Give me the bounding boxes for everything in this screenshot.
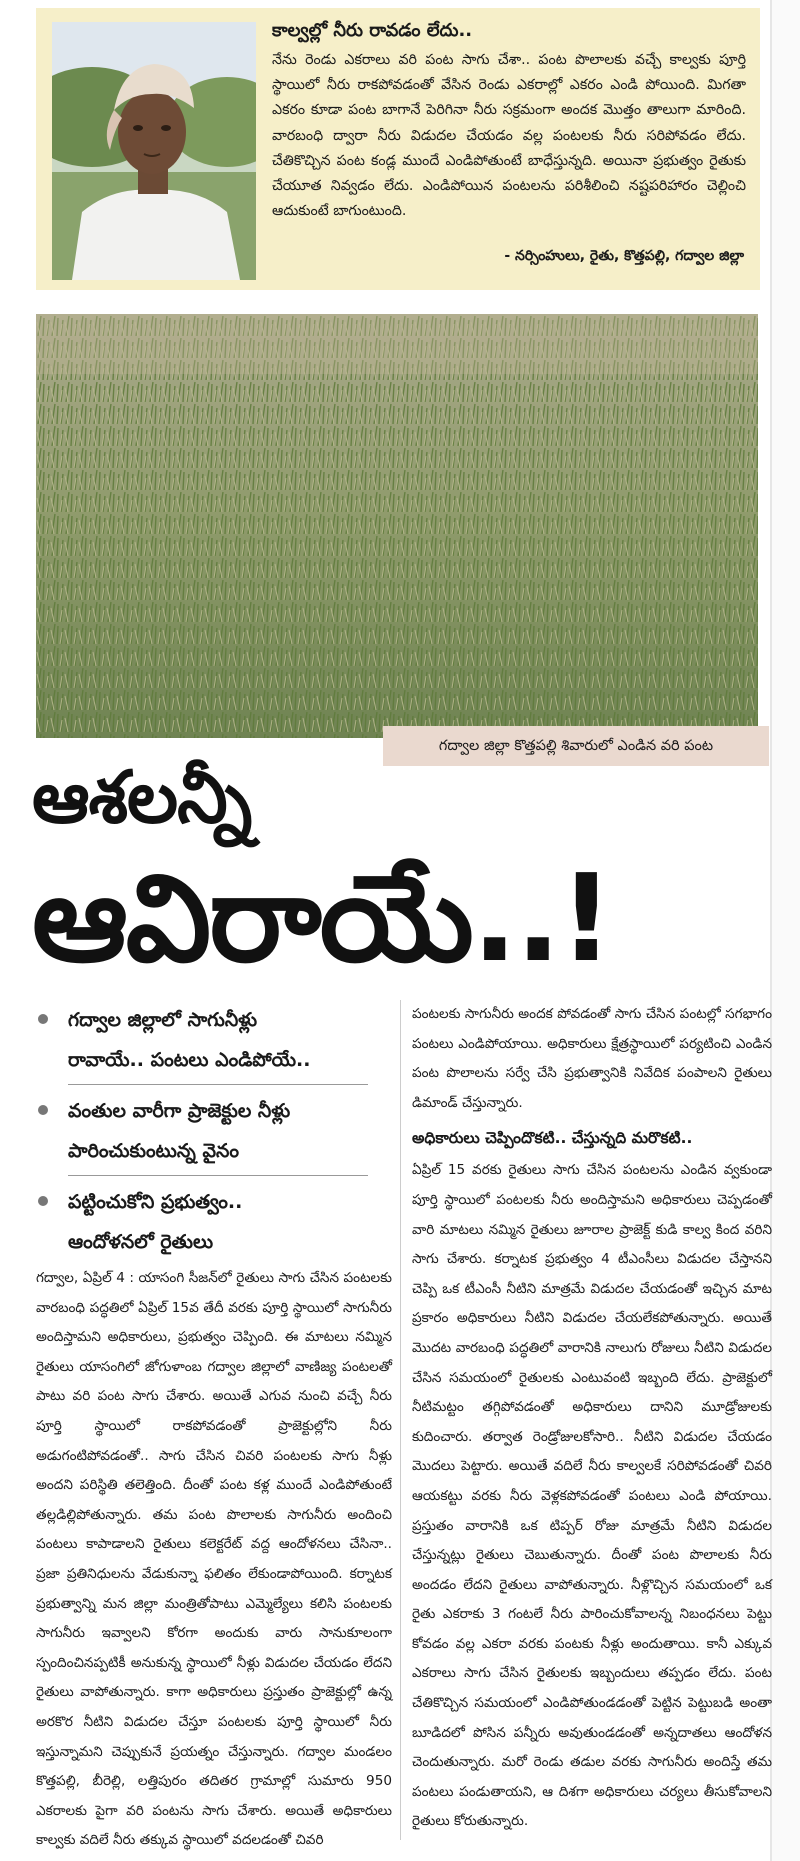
bullet-line: ఆందోళనలో రైతులు bbox=[68, 1231, 214, 1253]
quote-byline: - నర్సింహులు, రైతు, కొత్తపల్లి, గద్వాల జిల్లా bbox=[504, 248, 744, 264]
bullet-divider bbox=[68, 1175, 368, 1176]
article-subheading: అధికారులు చెప్పిందొకటి.. చేస్తున్నది మరొకటి.. bbox=[412, 1129, 693, 1148]
bullet-line: పట్టించుకోని ప్రభుత్వం.. bbox=[68, 1191, 243, 1213]
bullet-divider bbox=[68, 1084, 368, 1085]
bullet-item bbox=[36, 1182, 376, 1262]
article-paragraph: పంటలకు సాగునీరు అందక పోవడంతో సాగు చేసిన పంటల్లో సగభాగం పంటలు ఎండిపోయాయి. అధికారులు క్షేత్రస్థాయిలో పర్యటించి ఎండిన పంట పొలాలను సర్వే చేసి ప్రభుత్వానికి నివేదిక పంపాలని రైతులు డిమాండ్ చేస్తున్నారు. bbox=[412, 1006, 772, 1111]
dried-paddy-field-photo bbox=[36, 314, 758, 738]
quote-body-text: నేను రెండు ఎకరాలు వరి పంట సాగు చేశా.. పంట పొలాలకు వచ్చే కాల్వకు పూర్తి స్థాయిలో నీరు రాకపోవడంతో వేసిన రెండు ఎకరాల్లో ఎకరం ఎండి పోయింది. మిగతా ఎకరం కూడా పంట బాగానే పెరిగినా నీరు సక్రమంగా అందక మొత్తం తాలుగా మారింది. వారబంధి ద్వారా నీరు విడుదల చేయడం వల్ల పంటలకు నీరు సరిపోవడం లేదు. చేతికొచ్చిన పంట కండ్ల ముందే ఎండిపోతుంటే బాధేస్తున్నది. అయినా ప్రభుత్వం రైతుకు చేయూత నివ్వడం లేదు. ఎండిపోయిన పంటలను పరిశీలించి నష్టపరిహారం చెల్లించి ఆదుకుంటే బాగుంటుంది. bbox=[272, 52, 746, 220]
headline-line-1: ఆశలన్నీ bbox=[32, 755, 252, 839]
farmer-portrait-photo bbox=[52, 22, 256, 280]
headline-line-2: ఆవిరాయే..! bbox=[32, 850, 612, 989]
bullet-dot-icon bbox=[38, 1196, 48, 1206]
bullet-line: రావాయే.. పంటలు ఎండిపోయే.. bbox=[68, 1049, 311, 1071]
bullet-item bbox=[36, 1091, 376, 1171]
adjacent-page-strip bbox=[772, 0, 800, 1861]
bullet-line: పారించుకుంటున్న వైనం bbox=[68, 1140, 239, 1162]
article-right-column bbox=[412, 1000, 772, 1837]
bullet-dot-icon bbox=[38, 1014, 48, 1024]
article-paragraph: ఏప్రిల్ 15 వరకు రైతులు సాగు చేసిన పంటలను ఎండిన వ్వకుండా పూర్తి స్థాయిలో పంటలకు నీరు అందిస్తామని అధికారులు చెప్పడంతో వారి మాటలు నమ్మిన రైతులు జూరాల ప్రాజెక్ట్ కుడి కాల్వ కింద వరిని సాగు చేశారు. కర్నాటక ప్రభుత్వం 4 టీఎంసీలు విడుదల చేస్తానని చెప్పి ఒక టీఎంసీ నీటిని మాత్రమే విడుదల చేయడంతో ఇచ్చిన మాట ప్రకారం అధికారులు నీటిని విడుదల చేయలేకపోతున్నారు. అయితే మొదట వారబంధి పద్ధతిలో వారానికి నాలుగు రోజులు నీటిని విడుదల చేసిన సమయంలో రైతులకు ఎంటువంటి ఇబ్బంది లేదు. ప్రాజెక్టులో నీటిమట్టం తగ్గిపోవడంతో అధికారులు దానిని మూడ్రోజులకు కుదించారు. తర్వాత రెండ్రోజులకోసారి.. నీటిని విడుదల చేయడం మొదలు పెట్టారు. అయితే వదిలే నీరు కాల్వలకే సరిపోవడంతో చివరి ఆయకట్టు వరకు నీరు వెళ్లకపోవడంతో పంటలు ఎండి పోయాయి. ప్రస్తుతం వారానికి ఒక టిప్పర్ రోజు మాత్రమే నీటిని విడుదల చేస్తున్నట్లు రైతులు చెబుతున్నారు. దీంతో పంట పొలాలకు నీరు అందడం లేదని రైతులు వాపోతున్నారు. నీళ్లొచ్చిన సమయంలో ఒక రైతు ఎకరాకు 3 గంటలే నీరు పారించుకోవాలన్న నిబంధనలు పెట్టు కోవడం వల్ల ఎకరా వరకు పంటకు నీళ్లు అందుతాయి. కానీ ఎక్కువ ఎకరాలు సాగు చేసిన రైతులకు ఇబ్బందులు తప్పడం లేదు. పంట చేతికొచ్చిన సమయంలో ఎండిపోతుండడంతో పెట్టిన పెట్టుబడి అంతా బూడిదలో పోసిన పన్నీరు అవుతుండడంతో అన్నదాతలు ఆందోళన చెందుతున్నారు. మరో రెండు తడుల వరకు సాగునీరు అందిస్తే తమ పంటలు పండుతాయని, ఆ దిశగా అధికారులు చర్యలు తీసుకోవాలని రైతులు కోరుతున్నారు. bbox=[412, 1162, 772, 1830]
farmer-portrait-image bbox=[52, 22, 256, 280]
photo-caption: గద్వాల జిల్లా కొత్తపల్లి శివారులో ఎండిన వరి పంట bbox=[383, 726, 769, 766]
bullet-line: గద్వాల జిల్లాలో సాగునీళ్లు bbox=[68, 1009, 258, 1031]
article-left-column: గద్వాల, ఏప్రిల్ 4 : యాసంగి సీజన్‌లో రైతులు సాగు చేసిన పంటలకు వారబంధి పద్ధతిలో ఏప్రిల్ 15వ తేదీ వరకు పూర్తి స్థాయిలో సాగునీరు అందిస్తామని అధికారులు, ప్రభుత్వం చెప్పింది. ఈ మాటలు నమ్మిన రైతులు యాసంగిలో జోగుళాంబ గద్వాల జిల్లాలో వాణిజ్య పంటలతో పాటు వరి పంట సాగు చేశారు. అయితే ఎగువ నుంచి వచ్చే నీరు పూర్తి స్థాయిలో రాకపోవడంతో ప్రాజెక్టుల్లోని నీరు అడుగంటిపోవడంతో.. సాగు చేసిన చివరి పంటలకు సాగు నీళ్లు అందని పరిస్థితి తలెత్తింది. దీంతో పంట కళ్ల ముందే ఎండిపోతుంటే తల్లడిల్లిపోతున్నారు. తమ పంట పొలాలకు సాగునీరు అందించి పంటలు కాపాడాలని రైతులు కలెక్టరేట్ వద్ద ఆందోళనలు చేసినా.. ప్రజా ప్రతినిధులను వేడుకున్నా ఫలితం లేకుండాపోయింది. కర్నాటక ప్రభుత్వాన్ని మన జిల్లా మంత్రితోపాటు ఎమ్మెల్యేలు కలిసి పంటలకు సాగునీరు ఇవ్వాలని కోరగా అందుకు వారు సానుకూలంగా స్పందించినప్పటికీ అనుకున్న స్థాయిలో నీళ్లు విడుదల చేయడం లేదని రైతులు వాపోతున్నారు. కాగా అధికారులు ప్రస్తుతం ప్రాజెక్టుల్లో ఉన్న అరకొర నీటిని విడుదల చేస్తూ పంటలకు పూర్తి స్థాయిలో నీరు ఇస్తున్నామని చెప్పుకునే ప్రయత్నం చేస్తున్నారు. గద్వాల మండలం కొత్తపల్లి, బీరెల్లి, లత్తిపురం తదితర గ్రామాల్లో సుమారు 950 ఎకరాలకు పైగా వరి పంటను సాగు చేశారు. అయితే అధికారులు కాల్వకు వదిలే నీరు తక్కువ స్థాయిలో వదలడంతో చివరి bbox=[36, 1270, 392, 1849]
column-divider bbox=[400, 1000, 401, 1840]
highlight-bullets bbox=[36, 1000, 376, 1266]
bullet-dot-icon bbox=[38, 1105, 48, 1115]
bullet-item bbox=[36, 1000, 376, 1080]
paddy-field-image bbox=[36, 314, 758, 738]
bullet-line: వంతుల వారీగా ప్రాజెక్టుల నీళ్లు bbox=[68, 1100, 291, 1122]
quote-title: కాల్వల్లో నీరు రావడం లేదు.. bbox=[272, 20, 473, 41]
